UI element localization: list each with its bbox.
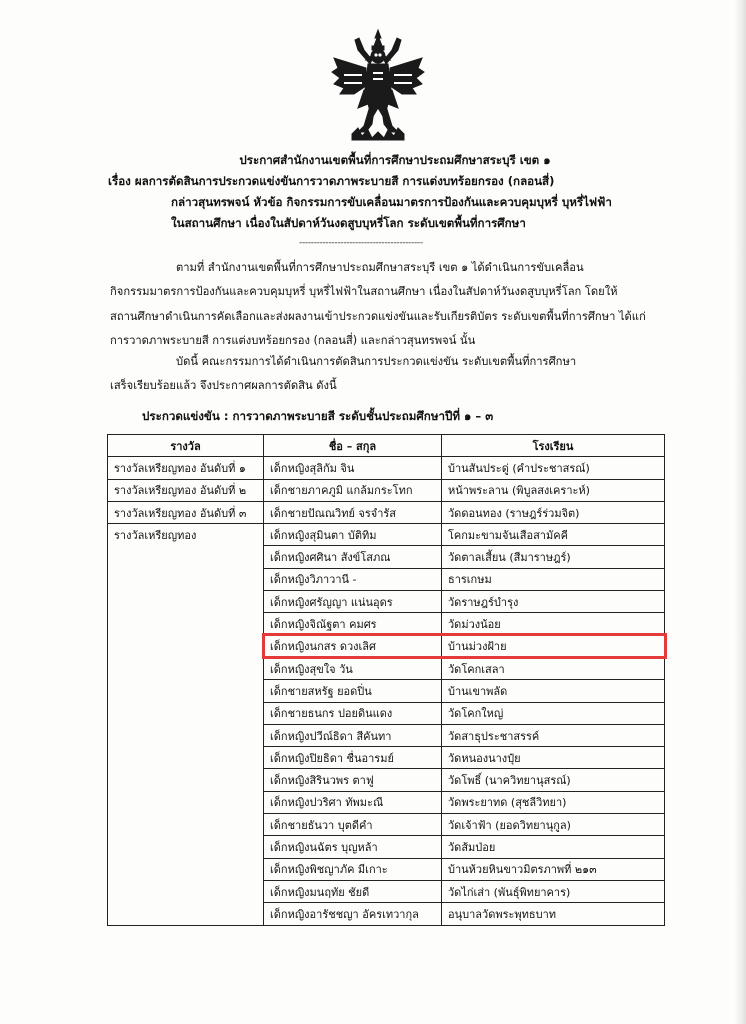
award-cell	[108, 613, 264, 635]
name-cell: เด็กหญิงศศินา สังข์โสภณ	[264, 546, 442, 568]
award-cell	[108, 568, 264, 590]
school-cell: วัดส้มป่อย	[442, 836, 665, 858]
name-cell: เด็กชายปัณณวิทย์ จรจำรัส	[264, 501, 442, 523]
award-cell	[108, 791, 264, 813]
body-paragraph-2	[110, 350, 680, 399]
award-cell	[108, 724, 264, 746]
school-cell: วัดไก่เส่า (พันธุ์พิทยาคาร)	[442, 880, 665, 902]
award-cell	[108, 769, 264, 791]
name-cell: เด็กหญิงวิภาวานี -	[264, 568, 442, 590]
name-cell: เด็กหญิงปวริศา ทัพมะณี	[264, 791, 442, 813]
name-cell: เด็กหญิงอารัชชญา อัครเทวากุล	[264, 903, 442, 925]
award-cell: รางวัลเหรียญทอง อันดับที่ ๒	[108, 479, 264, 501]
award-cell	[108, 858, 264, 880]
award-cell	[108, 657, 264, 679]
school-cell: บ้านม่วงฝ้าย	[442, 635, 665, 657]
name-cell: เด็กหญิงปวีณ์ธิดา สีคันทา	[264, 724, 442, 746]
school-cell: วัดสาธุประชาสรรค์	[442, 724, 665, 746]
school-cell: บ้านสันประดู่ (คำประชาสรณ์)	[442, 457, 665, 479]
award-cell: รางวัลเหรียญทอง อันดับที่ ๑	[108, 457, 264, 479]
paragraph-line: ตามที่ สำนักงานเขตพื้นที่การศึกษาประถมศึกษาสระบุรี เขต ๑ ได้ดำเนินการขับเคลื่อน	[176, 261, 584, 274]
table-row	[108, 814, 665, 836]
award-cell: รางวัลเหรียญทอง	[108, 524, 264, 546]
table-row	[108, 724, 665, 746]
school-cell: วัดโพธิ์ (นาควิทยานุสรณ์)	[442, 769, 665, 791]
header-subject-line-3: ในสถานศึกษา เนื่องในสัปดาห์วันงดสูบบุหรี่โลก ระดับเขตพื้นที่การศึกษา	[171, 216, 526, 230]
table-row	[108, 903, 665, 925]
paragraph-line: สถานศึกษาดำเนินการคัดเลือกและส่งผลงานเข้าประกวดแข่งขันและรับเกียรติบัตร ระดับเขตพื้นที่การศึกษา ได้แก่	[110, 309, 646, 323]
table-row	[108, 769, 665, 791]
award-cell	[108, 814, 264, 836]
table-row	[108, 702, 665, 724]
scan-edge-shadow	[734, 0, 746, 1024]
table-row	[108, 568, 665, 590]
header-title-line: ประกาศสำนักงานเขตพื้นที่การศึกษาประถมศึกษาสระบุรี เขต ๑	[239, 153, 551, 167]
name-cell: เด็กหญิงสุมินตา บัติทิม	[264, 524, 442, 546]
paragraph-line: บัดนี้ คณะกรรมการได้ดำเนินการตัดสินการประกวดแข่งขัน ระดับเขตพื้นที่การศึกษา	[176, 355, 577, 368]
table-row	[108, 657, 665, 679]
school-cell: ธารเกษม	[442, 568, 665, 590]
name-cell: เด็กชายธันวา บุตดีคำ	[264, 814, 442, 836]
school-cell: วัดพระยาทด (สุชลีวิทยา)	[442, 791, 665, 813]
name-cell: เด็กหญิงมนฤทัย ชัยดี	[264, 880, 442, 902]
table-row	[108, 836, 665, 858]
table-row	[108, 635, 665, 657]
name-cell: เด็กหญิงสุขใจ วัน	[264, 657, 442, 679]
name-cell: เด็กหญิงจิณัฐตา คมศร	[264, 613, 442, 635]
name-cell: เด็กหญิงพิชญาภัค มีเกาะ	[264, 858, 442, 880]
award-cell	[108, 546, 264, 568]
school-cell: วัดโคกเสลา	[442, 657, 665, 679]
table-row	[108, 791, 665, 813]
results-table-body	[108, 457, 665, 925]
school-cell: วัดม่วงน้อย	[442, 613, 665, 635]
table-row	[108, 501, 665, 523]
paragraph-line: กิจกรรมมาตรการป้องกันและควบคุมบุหรี่ บุหรี่ไฟฟ้าในสถานศึกษา เนื่องในสัปดาห์วันงดสูบบุหรี่โลก โดยให้	[110, 285, 618, 299]
award-cell	[108, 836, 264, 858]
name-cell: เด็กหญิงสิรินวพร ตาฟู	[264, 769, 442, 791]
body-paragraph-1	[110, 256, 680, 353]
award-cell	[108, 702, 264, 724]
school-cell: วัดเจ้าฟ้า (ยอดวิทยานุกูล)	[442, 814, 665, 836]
school-cell: บ้านห้วยหินขาวมิตรภาพที่ ๒๑๓	[442, 858, 665, 880]
school-cell: วัดหนองนางปุ๋ย	[442, 747, 665, 769]
name-cell: เด็กหญิงนฉัตร บุญหล้า	[264, 836, 442, 858]
name-cell: เด็กชายภาคภูมิ แกล้มกระโทก	[264, 479, 442, 501]
table-row	[108, 524, 665, 546]
header-separator: ------------------------------------------	[299, 238, 423, 248]
name-cell: เด็กชายธนกร ปอยดินแดง	[264, 702, 442, 724]
table-title: ประกวดแข่งขัน : การวาดภาพระบายสี ระดับชั้นประถมศึกษาปีที่ ๑ – ๓	[142, 409, 494, 423]
school-cell: หน้าพระลาน (พิบูลสงเคราะห์)	[442, 479, 665, 501]
name-cell: เด็กหญิงศรัญญา แน่นอุดร	[264, 591, 442, 613]
school-cell: บ้านเขาพลัด	[442, 680, 665, 702]
table-row	[108, 546, 665, 568]
award-cell	[108, 680, 264, 702]
school-cell: โคกมะขามจันเสือสามัคคี	[442, 524, 665, 546]
paragraph-line: การวาดภาพระบายสี การแต่งบทร้อยกรอง (กลอนสี่) และกล่าวสุนทรพจน์ นั้น	[110, 333, 476, 347]
table-row	[108, 747, 665, 769]
table-header-row	[108, 435, 665, 457]
header-award: รางวัล	[108, 435, 264, 457]
award-cell	[108, 880, 264, 902]
school-cell: วัดโคกใหญ่	[442, 702, 665, 724]
school-cell: อนุบาลวัดพระพุทธบาท	[442, 903, 665, 925]
award-cell	[108, 747, 264, 769]
table-row	[108, 479, 665, 501]
award-cell	[108, 591, 264, 613]
name-cell: เด็กหญิงสุลิกัม จิน	[264, 457, 442, 479]
table-row	[108, 858, 665, 880]
header-subject-line: เรื่อง ผลการตัดสินการประกวดแข่งขันการวาดภาพระบายสี การแต่งบทร้อยกรอง (กลอนสี่)	[108, 174, 555, 188]
paragraph-line: เสร็จเรียบร้อยแล้ว จึงประกาศผลการตัดสิน ดังนี้	[110, 379, 337, 393]
name-cell: เด็กหญิงนกสร ดวงเลิศ	[264, 635, 442, 657]
award-cell	[108, 635, 264, 657]
header-name: ชื่อ – สกุล	[264, 435, 442, 457]
name-cell: เด็กชายสหรัฐ ยอดปิ่น	[264, 680, 442, 702]
school-cell: วัดตาลเสี้ยน (สีมาราษฎร์)	[442, 546, 665, 568]
header-school: โรงเรียน	[442, 435, 665, 457]
announcement-header	[60, 150, 700, 234]
results-table	[107, 434, 665, 926]
school-cell: วัดดอนทอง (ราษฎร์ร่วมจิต)	[442, 501, 665, 523]
table-row	[108, 680, 665, 702]
garuda-emblem-icon	[328, 28, 428, 146]
name-cell: เด็กหญิงปิยธิดา ชื่นอารมย์	[264, 747, 442, 769]
table-row	[108, 880, 665, 902]
school-cell: วัดราษฎร์บำรุง	[442, 591, 665, 613]
table-row	[108, 591, 665, 613]
table-row	[108, 457, 665, 479]
header-subject-line-2: กล่าวสุนทรพจน์ หัวข้อ กิจกรรมการขับเคลื่อนมาตรการป้องกันและควบคุมบุหรี่ บุหรี่ไฟฟ้า	[171, 195, 612, 209]
award-cell	[108, 903, 264, 925]
award-cell: รางวัลเหรียญทอง อันดับที่ ๓	[108, 501, 264, 523]
table-row	[108, 613, 665, 635]
